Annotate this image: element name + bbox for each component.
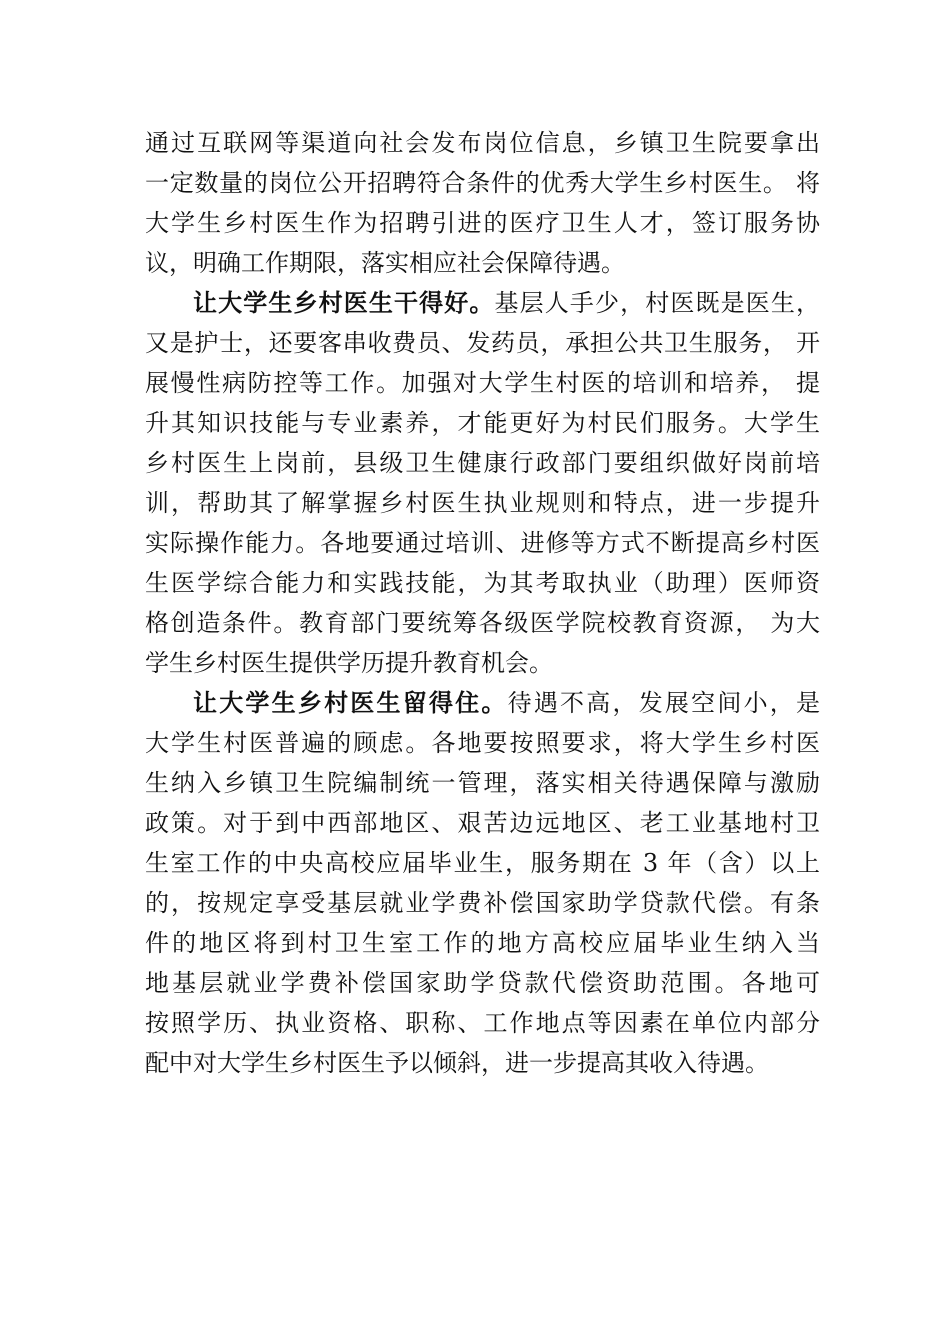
- document-body: [145, 123, 820, 1083]
- text-line: 议，明确工作期限，落实相应社会保障待遇。: [145, 249, 625, 277]
- text-line: 展慢性病防控等工作。加强对大学生村医的培训和培养， 提: [145, 369, 820, 397]
- paragraph-first-line: [145, 283, 820, 323]
- text-line: 格创造条件。教育部门要统筹各级医学院校教育资源， 为大: [145, 609, 820, 637]
- paragraph-work-well: [145, 283, 820, 683]
- text-span: 基层人手少，村医既是医生，: [494, 289, 820, 317]
- paragraph-recruitment: [145, 123, 820, 283]
- text-line: 实际操作能力。各地要通过培训、进修等方式不断提高乡村医: [145, 529, 820, 557]
- text-line: 件的地区将到村卫生室工作的地方高校应届毕业生纳入当: [145, 929, 820, 957]
- paragraph-stay: [145, 683, 820, 1083]
- text-line: 生纳入乡镇卫生院编制统一管理，落实相关待遇保障与激励: [145, 769, 820, 797]
- text-line: 训，帮助其了解掌握乡村医生执业规则和特点，进一步提升: [145, 489, 820, 517]
- text-line: 政策。对于到中西部地区、艰苦边远地区、老工业基地村卫: [145, 809, 820, 837]
- text-line: 通过互联网等渠道向社会发布岗位信息，乡镇卫生院要拿出: [145, 129, 820, 157]
- paragraph-lead-heading: 让大学生乡村医生留得住。: [193, 689, 508, 717]
- text-span: 待遇不高，发展空间小，是: [507, 689, 820, 717]
- text-line: 大学生乡村医生作为招聘引进的医疗卫生人才，签订服务协: [145, 209, 820, 237]
- text-line: 大学生村医普遍的顾虑。各地要按照要求，将大学生乡村医: [145, 729, 820, 757]
- text-line: 乡村医生上岗前，县级卫生健康行政部门要组织做好岗前培: [145, 449, 820, 477]
- text-line: 按照学历、执业资格、职称、工作地点等因素在单位内部分: [145, 1009, 820, 1037]
- text-line: 地基层就业学费补偿国家助学贷款代偿资助范围。各地可: [145, 969, 820, 997]
- text-line: 的，按规定享受基层就业学费补偿国家助学贷款代偿。有条: [145, 889, 820, 917]
- text-line: 一定数量的岗位公开招聘符合条件的优秀大学生乡村医生。 将: [145, 169, 820, 197]
- paragraph-lead-heading: 让大学生乡村医生干得好。: [193, 289, 495, 317]
- text-line: 配中对大学生乡村医生予以倾斜，进一步提高其收入待遇。: [145, 1049, 769, 1077]
- text-line: 生医学综合能力和实践技能，为其考取执业（助理）医师资: [145, 569, 820, 597]
- text-line: 学生乡村医生提供学历提升教育机会。: [145, 649, 553, 677]
- text-line: 又是护士，还要客串收费员、发药员，承担公共卫生服务， 开: [145, 329, 820, 357]
- text-line: 生室工作的中央高校应届毕业生，服务期在 3 年（含）以上: [145, 849, 820, 877]
- text-line: 升其知识技能与专业素养，才能更好为村民们服务。大学生: [145, 409, 820, 437]
- paragraph-first-line: [145, 683, 820, 723]
